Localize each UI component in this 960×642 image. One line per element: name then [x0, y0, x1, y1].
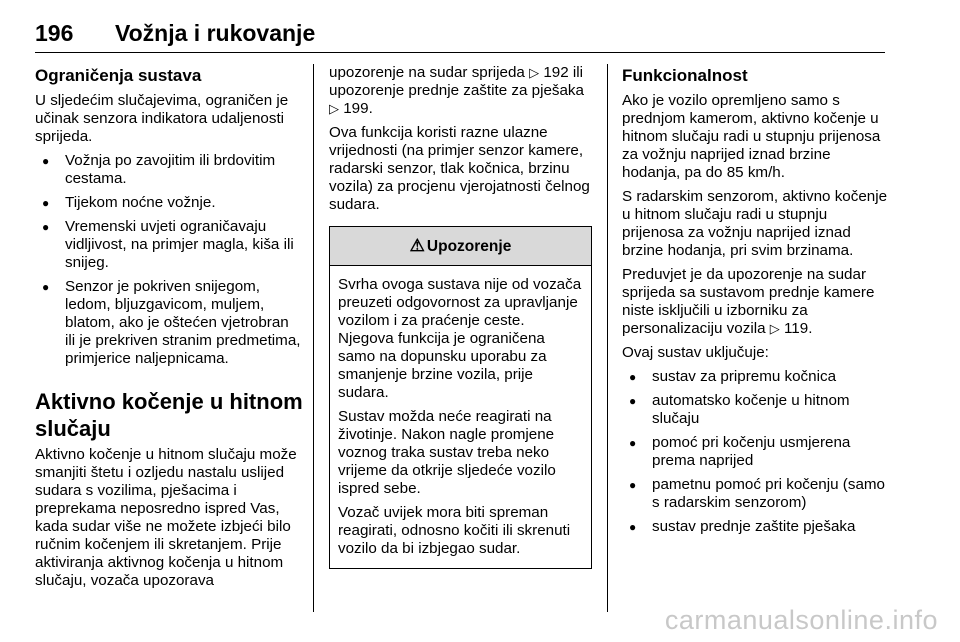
- list-item: ● pomoć pri kočenju usmjerena prema naprijed: [622, 434, 892, 470]
- column-divider: [607, 64, 608, 612]
- ref-text: upozorenje na sudar sprijeda: [329, 64, 525, 81]
- column-divider: [313, 64, 314, 612]
- page-ref-arrow-icon: ▷: [769, 321, 780, 336]
- page-ref-arrow-icon: ▷: [529, 65, 540, 80]
- page-header: [35, 18, 885, 53]
- limits-list: [35, 152, 303, 368]
- ref-text: Preduvjet je da upozorenje na sudar sprijeda sa sustavom prednje kamere niste isključili u izborniku za personalizaciju vozila: [622, 266, 875, 337]
- paragraph: Ako je vozilo opremljeno samo s prednjom kamerom, aktivno kočenje u hitnom slučaju radi u stupnju prijenosa za vožnju naprijed iznad brzine hodanja, pa do 85 km/h.: [622, 92, 881, 181]
- list-item: ● Tijekom noćne vožnje.: [35, 194, 303, 212]
- warning-paragraph: Vozač uvijek mora biti spreman reagirati, odnosno kočiti ili skrenuti vozilo da bi izbjegao sudar.: [338, 504, 571, 557]
- list-item: ● Senzor je pokriven snijegom, ledom, bljuzgavicom, muljem, blatom, ako je oštećen vjetrobran ili je prekriven stranim predmetima, primjerice naljepnicama.: [35, 278, 303, 368]
- warning-body: [330, 266, 591, 568]
- section-title-system-limits: Ograničenja sustava: [35, 66, 202, 85]
- watermark: carmanualsonline.info: [664, 605, 938, 635]
- page-ref-link[interactable]: 199.: [343, 100, 373, 117]
- page-ref-arrow-icon: ▷: [329, 101, 339, 116]
- list-item: ● Vremenski uvjeti ograničavaju vidljivost, na primjer magla, kiša ili snijeg.: [35, 218, 303, 272]
- column-middle: [329, 64, 592, 569]
- warning-paragraph: Sustav možda neće reagirati na životinje. Nakon nagle promjene voznog traka sustav treba neko vrijeme da otkrije sljedeće vozilo ispred sebe.: [338, 408, 556, 497]
- system-features-list: [622, 368, 892, 536]
- section-heading-emergency-braking: Aktivno kočenje u hitnom slučaju: [35, 389, 303, 441]
- reference-paragraph: [622, 266, 892, 338]
- page-ref-link[interactable]: 192: [543, 64, 569, 81]
- list-item: ● pametnu pomoć pri kočenju (samo s radarskim senzorom): [622, 476, 892, 512]
- list-item: ● Vožnja po zavojitim ili brdovitim cestama.: [35, 152, 303, 188]
- page-number: 196: [35, 20, 74, 46]
- intro-paragraph: U sljedećim slučajevima, ograničen je učinak senzora indikatora udaljenosti sprijeda.: [35, 92, 289, 145]
- column-right: [622, 64, 892, 542]
- list-item: ● sustav za pripremu kočnica: [622, 368, 892, 386]
- paragraph: Ovaj sustav uključuje:: [622, 344, 769, 361]
- page-ref-link[interactable]: 119.: [783, 320, 813, 337]
- warning-title: Upozorenje: [426, 238, 512, 255]
- warning-box: [329, 226, 592, 569]
- ref-text: ili upozorenje prednje zaštite za pješaka: [329, 64, 584, 99]
- list-item: ● automatsko kočenje u hitnom slučaju: [622, 392, 892, 428]
- paragraph: S radarskim senzorom, aktivno kočenje u hitnom slučaju radi u stupnju prijenosa za vožnju naprijed iznad brzine hodanja, pri svim brzinama.: [622, 188, 888, 259]
- warning-triangle-icon: ⚠: [409, 236, 425, 255]
- column-left: [35, 64, 303, 596]
- function-paragraph: Ova funkcija koristi razne ulazne vrijednosti (na primjer senzor kamere, radarski senzor, tlak kočnica, brzinu vozila) za procjenu vjerojatnosti čelnog sudara.: [329, 124, 590, 213]
- warning-header: [330, 227, 591, 266]
- list-item: ● sustav prednje zaštite pješaka: [622, 518, 892, 536]
- warning-paragraph: Svrha ovoga sustava nije od vozača preuzeti odgovornost za upravljanje vozilom i za praćenje ceste. Njegova funkcija je ograničena samo na dopunsku uporabu za smanjenje brzine vozila, prije sudara.: [338, 276, 582, 401]
- page-title: Vožnja i rukovanje: [115, 20, 316, 46]
- reference-paragraph: [329, 64, 592, 118]
- emergency-braking-paragraph: Aktivno kočenje u hitnom slučaju može smanjiti štetu i ozljedu nastalu uslijed sudara s vozilima, pješacima i preprekama neposredno ispred Vas, kada sudar više ne možete izbjeći bilo ručnim kočenjem ili skretanjem. Prije aktiviranja aktivnog kočenja u hitnom slučaju, vozača upozorava: [35, 446, 297, 589]
- section-title-functionality: Funkcionalnost: [622, 66, 748, 85]
